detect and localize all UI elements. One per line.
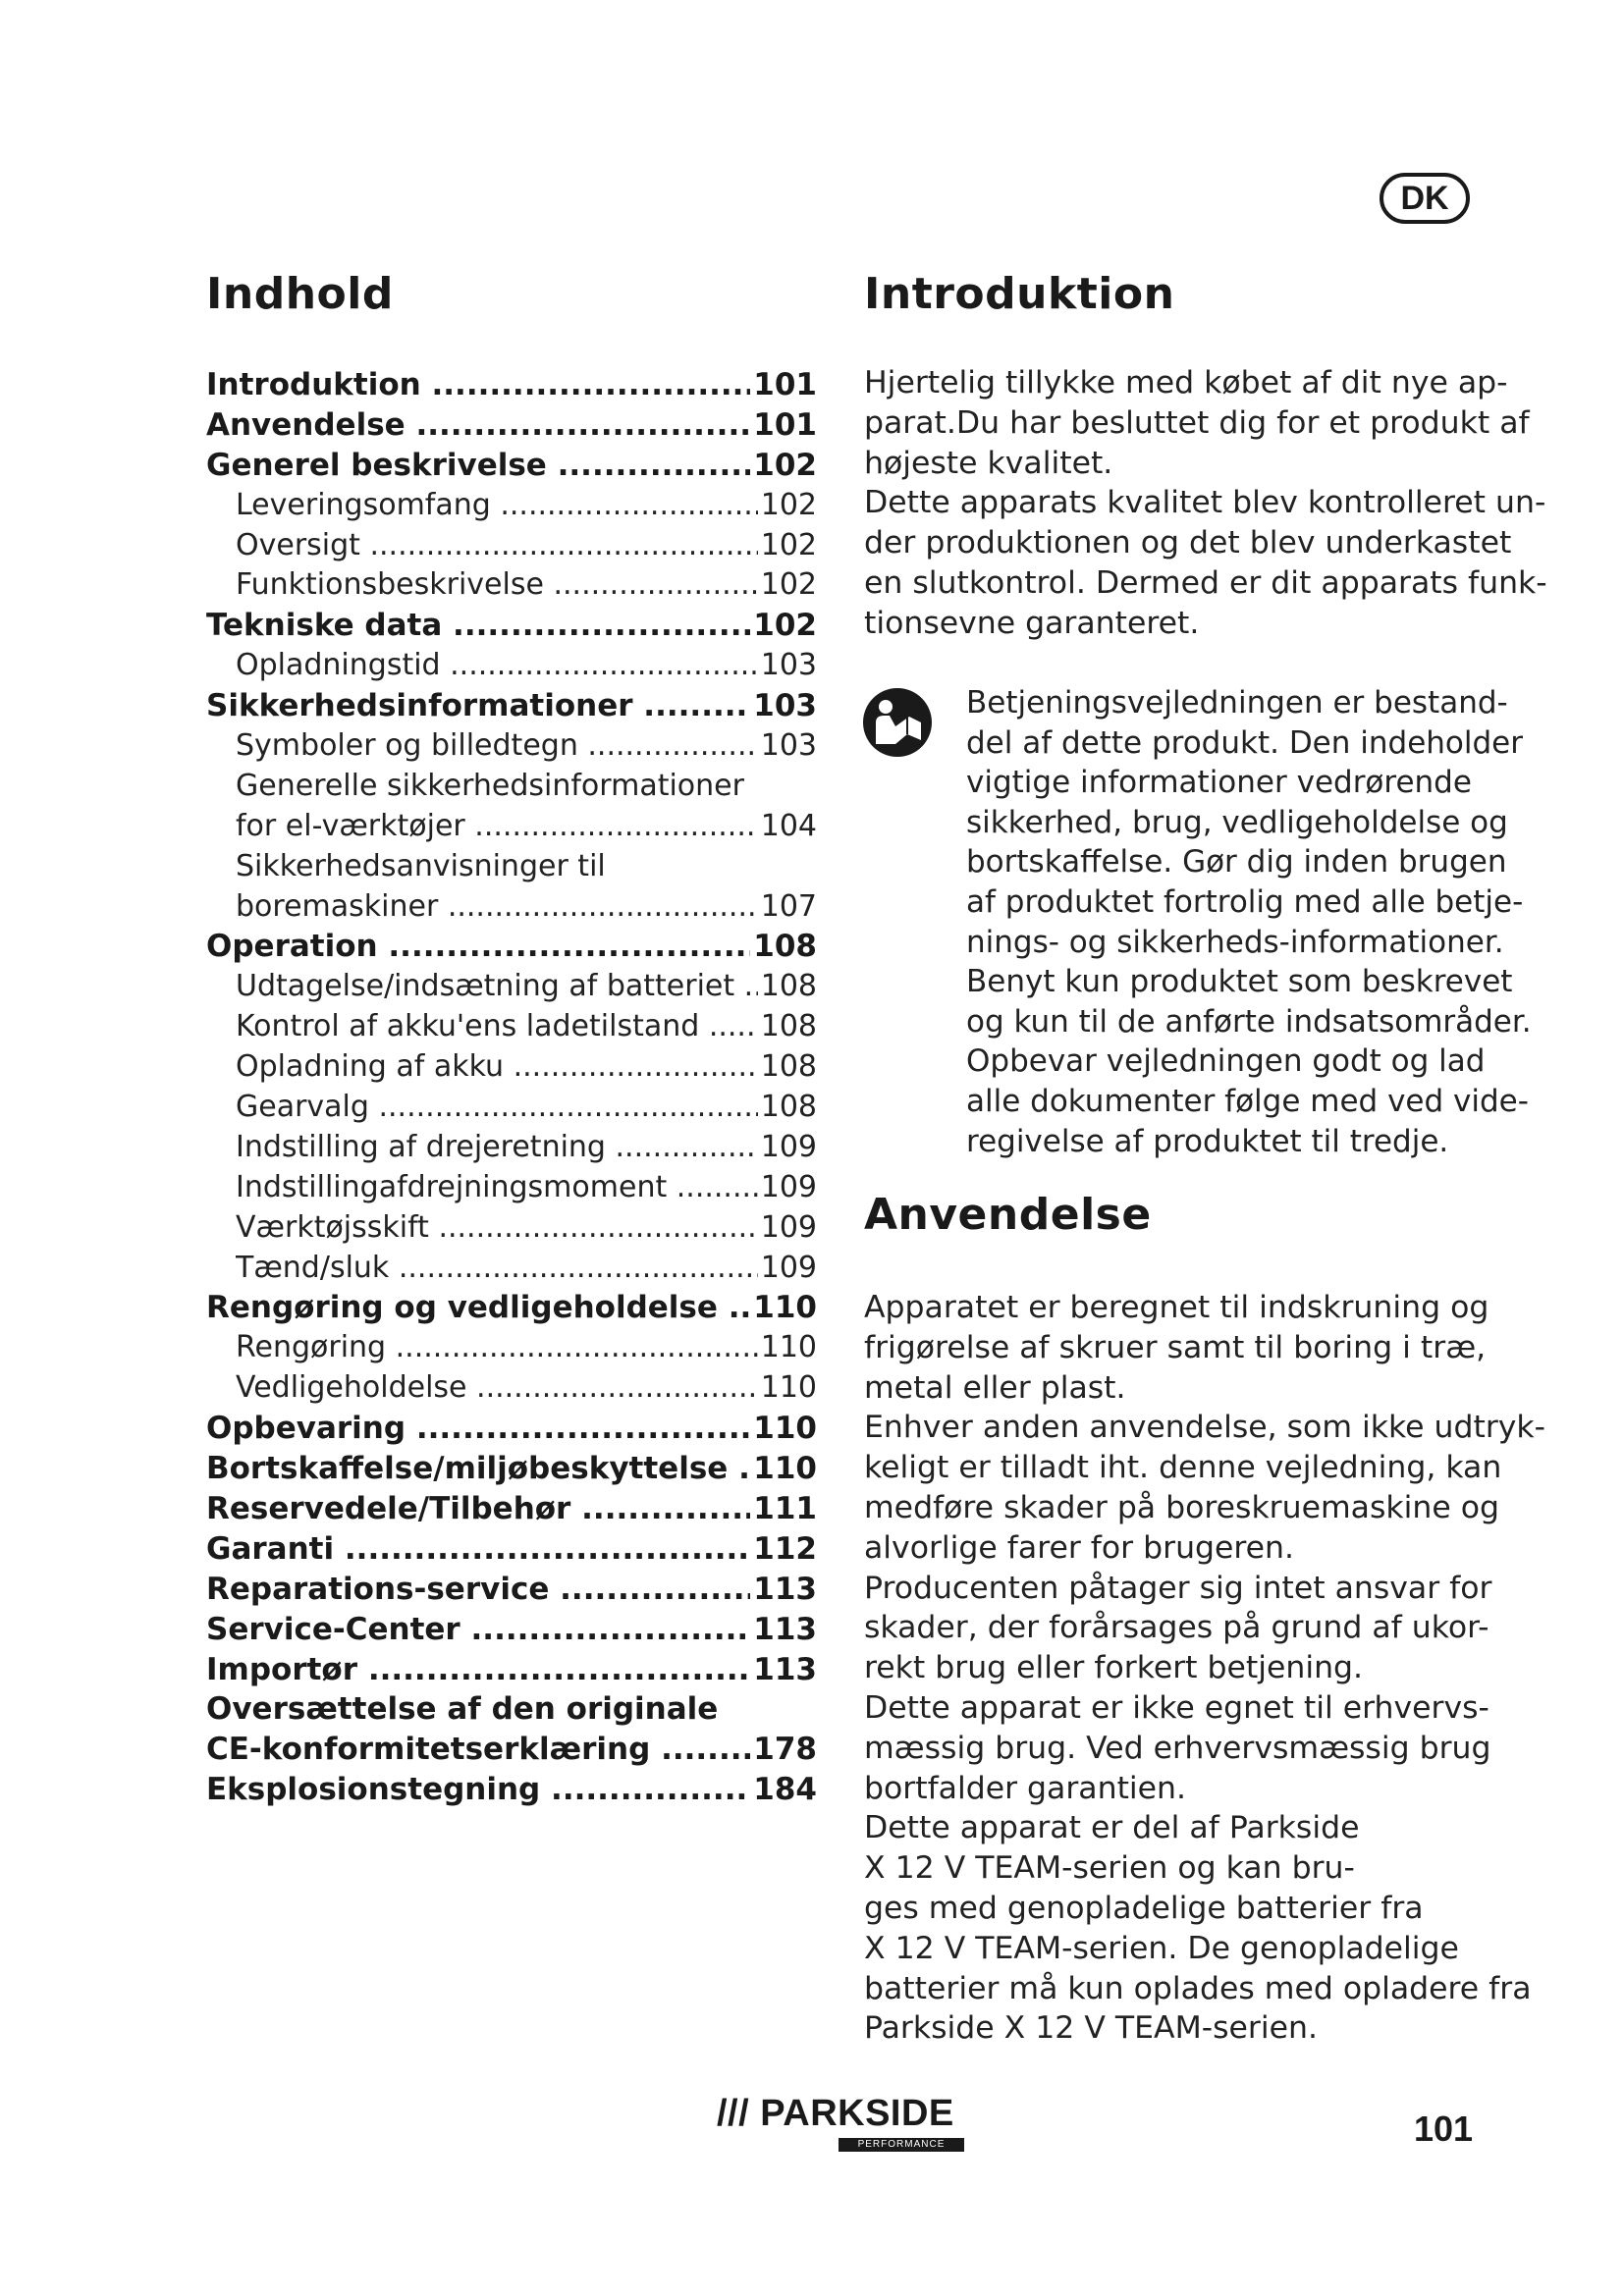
usage-line: X 12 V TEAM-serien og kan bru- [864, 1850, 1355, 1887]
toc-entry-page: 110 [753, 1451, 817, 1487]
toc-entry-label: Reservedele/Tilbehør ..... [206, 1489, 750, 1529]
toc-entry [206, 1730, 817, 1770]
toc-entry-label: Generelle sikkerhedsinformationer [236, 768, 744, 803]
toc-entry-label: Rengøring og vedligeholdelse ..... [206, 1288, 750, 1328]
toc-entry-label: Oversigt ..... [236, 526, 758, 566]
toc-entry-label: Udtagelse/indsætning af batteriet ..... [236, 967, 758, 1007]
introduction-line: Hjertelig tillykke med købet af dit nye ap- [864, 365, 1508, 400]
usage-line: skader, der forårsages på grund af ukor- [864, 1610, 1489, 1646]
usage-line: X 12 V TEAM-serien. De genopladelige [864, 1930, 1459, 1966]
toc-entry [206, 1208, 817, 1249]
language-badge: DK [1380, 173, 1470, 224]
note-line: regivelse af produktet til tredje. [966, 1123, 1449, 1159]
toc-entry-page: 104 [760, 808, 817, 843]
toc-entry-label: Garanti ..... [206, 1529, 750, 1570]
note-line: bortskaffelse. Gør dig inden brugen [966, 844, 1507, 881]
toc-entry [206, 565, 817, 606]
introduction-line: parat.Du har besluttet dig for et produkt af [864, 404, 1530, 441]
toc-entry-page: 113 [753, 1651, 817, 1687]
usage-line: Dette apparat er ikke egnet til erhvervs- [864, 1689, 1489, 1726]
toc-entry-page: 109 [760, 1169, 817, 1204]
note-line: nings- og sikkerheds-informationer. [966, 924, 1504, 960]
toc-entry [206, 967, 817, 1007]
toc-entry-label: Indstillingafdrejningsmoment ..... [236, 1168, 758, 1208]
note-line: del af dette produkt. Den indeholder [966, 724, 1523, 761]
toc-entry-page: 108 [760, 1009, 817, 1044]
toc-entry [206, 1489, 817, 1529]
toc-entry-label: Leveringsomfang ..... [236, 486, 758, 526]
introduction-line: der produktionen og det blev underkastet [864, 525, 1512, 561]
toc-entry-page: 113 [753, 1611, 817, 1647]
toc-entry [206, 1368, 817, 1409]
table-of-contents [206, 365, 817, 1810]
usage-line: metal eller plast. [864, 1369, 1126, 1406]
toc-entry [206, 1128, 817, 1168]
introduction-line: en slutkontrol. Dermed er dit apparats funk- [864, 564, 1547, 601]
usage-text [864, 1288, 1545, 2049]
toc-entry-page: 184 [753, 1772, 817, 1808]
toc-entry [206, 1047, 817, 1088]
toc-entry [206, 405, 817, 446]
toc-entry [206, 1449, 817, 1489]
toc-entry-page: 103 [753, 688, 817, 724]
toc-entry-label: Kontrol af akku'ens ladetilstand ..... [236, 1007, 758, 1047]
toc-entry [206, 1610, 817, 1650]
toc-entry [206, 1650, 817, 1690]
toc-entry [206, 1570, 817, 1610]
note-line: vigtige informationer vedrørende [966, 765, 1472, 801]
toc-entry-page: 178 [753, 1732, 817, 1768]
toc-entry-page: 102 [760, 567, 817, 603]
toc-entry-label: Opbevaring ..... [206, 1409, 750, 1449]
toc-entry [206, 1168, 817, 1208]
toc-entry-page: 102 [753, 447, 817, 483]
toc-entry-page: 112 [753, 1530, 817, 1567]
usage-line: alvorlige farer for brugeren. [864, 1529, 1295, 1566]
introduction-line: højeste kvalitet. [864, 445, 1113, 481]
toc-entry-page: 108 [753, 929, 817, 965]
note-line: sikkerhed, brug, vedligeholdelse og [966, 804, 1508, 840]
toc-entry-label: Importør ..... [206, 1650, 750, 1690]
toc-entry-page: 103 [760, 728, 817, 764]
note-line: Benyt kun produktet som beskrevet [966, 964, 1513, 1000]
toc-entry-label: Anvendelse ..... [206, 405, 750, 446]
toc-entry-page: 101 [753, 406, 817, 443]
toc-entry [206, 1770, 817, 1810]
toc-entry-label: Gearvalg ..... [236, 1088, 758, 1128]
toc-entry-page: 102 [753, 608, 817, 644]
toc-entry [206, 1529, 817, 1570]
usage-line: Apparatet er beregnet til indskruning og [864, 1290, 1489, 1325]
read-manual-icon [862, 687, 933, 758]
usage-line: Parkside X 12 V TEAM-serien. [864, 2010, 1318, 2047]
toc-entry-page: 108 [760, 1090, 817, 1125]
toc-entry-label: Opladning af akku ..... [236, 1047, 758, 1088]
toc-entry [206, 767, 817, 807]
introduction-text [864, 363, 1547, 644]
toc-entry [206, 606, 817, 646]
toc-entry-page: 110 [753, 1411, 817, 1447]
toc-entry-label: Eksplosionstegning ..... [206, 1770, 750, 1810]
toc-entry-page: 102 [760, 487, 817, 522]
usage-line: bortfalder garantien. [864, 1770, 1187, 1806]
note-line: alle dokumenter følge med ved vide- [966, 1083, 1529, 1119]
note-line: Betjeningsvejledningen er bestand- [966, 685, 1508, 721]
toc-entry [206, 646, 817, 686]
toc-entry-page: 110 [753, 1290, 817, 1326]
toc-entry-page: 102 [760, 527, 817, 562]
toc-entry-label: Vedligeholdelse ..... [236, 1368, 758, 1409]
usage-line: batterier må kun oplades med opladere fra [864, 1970, 1532, 2006]
toc-entry [206, 847, 817, 887]
usage-line: mæssig brug. Ved erhvervsmæssig brug [864, 1730, 1491, 1766]
brand-name: /// PARKSIDE [717, 2093, 954, 2134]
introduction-line: Dette apparats kvalitet blev kontrolleret un- [864, 485, 1546, 521]
toc-entry-page: 103 [760, 648, 817, 683]
toc-heading: Indhold [206, 269, 394, 319]
usage-line: Dette apparat er del af Parkside [864, 1810, 1360, 1846]
toc-entry-page: 109 [760, 1250, 817, 1285]
parkside-logo [717, 2093, 964, 2154]
usage-line: ges med genopladelige batterier fra [864, 1890, 1424, 1926]
toc-entry-label: Reparations-service ..... [206, 1570, 750, 1610]
toc-entry [206, 446, 817, 486]
toc-entry [206, 1007, 817, 1047]
toc-entry-label: Symboler og billedtegn ..... [236, 726, 758, 767]
toc-entry-label: Operation ..... [206, 927, 750, 967]
toc-entry-page: 110 [760, 1370, 817, 1406]
toc-entry-page: 110 [760, 1330, 817, 1365]
toc-entry [206, 1088, 817, 1128]
toc-entry [206, 807, 817, 847]
page-number: 101 [1414, 2109, 1474, 2149]
toc-entry-label: Service-Center ..... [206, 1610, 750, 1650]
note-line: og kun til de anførte indsatsområder. [966, 1003, 1532, 1040]
toc-entry-page: 108 [760, 969, 817, 1004]
toc-entry-label: Sikkerhedsanvisninger til [236, 848, 606, 883]
toc-entry [206, 1328, 817, 1368]
toc-entry-page: 113 [753, 1571, 817, 1607]
toc-entry-page: 101 [753, 367, 817, 402]
toc-entry-label: for el-værktøjer ..... [236, 807, 758, 847]
toc-entry-label: Værktøjsskift ..... [236, 1208, 758, 1249]
toc-entry [206, 686, 817, 726]
toc-entry-label: Bortskaffelse/miljøbeskyttelse ..... [206, 1449, 750, 1489]
toc-entry-label: Generel beskrivelse ..... [206, 446, 750, 486]
usage-line: medføre skader på boreskruemaskine og [864, 1489, 1499, 1525]
toc-entry-label: Rengøring ..... [236, 1328, 758, 1368]
toc-entry-label: Sikkerhedsinformationer ..... [206, 686, 750, 726]
usage-line: frigørelse af skruer samt til boring i træ, [864, 1329, 1487, 1365]
introduction-line: tionsevne garanteret. [864, 605, 1200, 641]
toc-entry [206, 1689, 817, 1730]
toc-entry-label: Tekniske data ..... [206, 606, 750, 646]
toc-entry-label: Oversættelse af den originale [206, 1691, 719, 1728]
toc-entry-label: Opladningstid ..... [236, 646, 758, 686]
toc-entry-page: 107 [760, 888, 817, 924]
toc-entry [206, 1288, 817, 1328]
toc-entry [206, 927, 817, 967]
toc-entry [206, 887, 817, 928]
note-line: af produktet fortrolig med alle betje- [966, 883, 1524, 920]
note-line: Opbevar vejledningen godt og lad [966, 1043, 1486, 1080]
toc-entry-label: Introduktion ..... [206, 365, 750, 405]
toc-entry-page: 108 [760, 1049, 817, 1085]
toc-entry [206, 526, 817, 566]
toc-entry-label: boremaskiner ..... [236, 887, 758, 928]
toc-entry-page: 109 [760, 1209, 817, 1245]
toc-entry [206, 365, 817, 405]
toc-entry [206, 1409, 817, 1449]
toc-entry-label: Tænd/sluk ..... [236, 1249, 758, 1289]
usage-line: keligt er tilladt iht. denne vejledning, kan [864, 1450, 1502, 1486]
introduction-heading: Introduktion [864, 269, 1175, 319]
toc-entry-label: Indstilling af drejeretning ..... [236, 1128, 758, 1168]
usage-line: Enhver anden anvendelse, som ikke udtryk- [864, 1410, 1546, 1446]
brand-subline: PERFORMANCE [839, 2138, 964, 2152]
usage-line: Producenten påtager sig intet ansvar for [864, 1570, 1492, 1606]
usage-heading: Anvendelse [864, 1190, 1152, 1240]
toc-entry-page: 111 [753, 1490, 817, 1526]
manual-note-text [966, 683, 1532, 1161]
usage-line: rekt brug eller forkert betjening. [864, 1650, 1364, 1686]
toc-entry-label: Funktionsbeskrivelse ..... [236, 565, 758, 606]
toc-entry [206, 726, 817, 767]
toc-entry [206, 1249, 817, 1289]
toc-entry-label: CE-konformitetserklæring ..... [206, 1730, 750, 1770]
toc-entry-page: 109 [760, 1129, 817, 1164]
toc-entry [206, 486, 817, 526]
